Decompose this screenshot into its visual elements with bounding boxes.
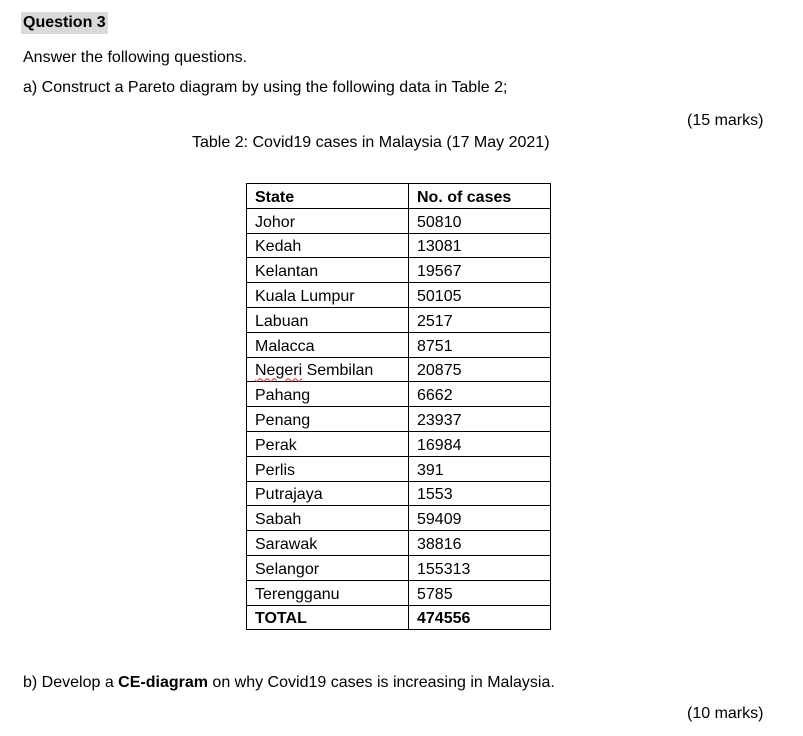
table-row <box>247 407 551 432</box>
state-name: Kelantan <box>255 263 319 281</box>
state-name: Selangor <box>255 560 320 578</box>
header-state: State <box>247 184 409 209</box>
table-row <box>247 555 551 580</box>
part-b-bold-term: CE-diagram <box>118 674 208 691</box>
state-name: Kedah <box>255 238 302 256</box>
state-name: Penang <box>255 411 311 429</box>
table-row <box>247 506 551 531</box>
state-name: Perlis <box>255 461 296 479</box>
total-cases: 474556 <box>409 605 551 630</box>
part-b-suffix: on why Covid19 cases is increasing in Malaysia. <box>207 674 555 691</box>
spellcheck-underline: Negeri <box>255 362 303 380</box>
state-name: Putrajaya <box>255 486 323 504</box>
cell-state <box>247 481 409 506</box>
table-total-row <box>247 605 551 630</box>
table-row <box>247 431 551 456</box>
table-row <box>247 382 551 407</box>
cell-cases: 50105 <box>409 283 551 308</box>
state-name: Pahang <box>255 387 311 405</box>
cell-state <box>247 456 409 481</box>
cell-cases: 8751 <box>409 332 551 357</box>
cell-state <box>247 233 409 258</box>
cell-cases: 50810 <box>409 208 551 233</box>
cell-state <box>247 283 409 308</box>
state-name: Terengganu <box>255 585 340 603</box>
state-name: Kuala Lumpur <box>255 287 355 305</box>
cell-state <box>247 258 409 283</box>
state-name: Perak <box>255 436 297 454</box>
cell-state <box>247 431 409 456</box>
question-heading: Question 3 <box>21 12 108 34</box>
table-caption: Table 2: Covid19 cases in Malaysia (17 May 2021) <box>192 134 550 151</box>
cell-state <box>247 531 409 556</box>
part-b-prefix: b) Develop a <box>23 674 119 691</box>
table-row <box>247 481 551 506</box>
cell-cases: 16984 <box>409 431 551 456</box>
total-label: TOTAL <box>247 605 409 630</box>
cell-state <box>247 506 409 531</box>
table-body <box>247 208 551 630</box>
table-row <box>247 258 551 283</box>
cell-state <box>247 307 409 332</box>
cell-cases: 23937 <box>409 407 551 432</box>
table-row <box>247 233 551 258</box>
header-cases: No. of cases <box>409 184 551 209</box>
question-intro: Answer the following questions. <box>23 49 248 66</box>
cell-cases: 59409 <box>409 506 551 531</box>
cell-state <box>247 555 409 580</box>
state-name: Malacca <box>255 337 315 355</box>
cell-cases: 38816 <box>409 531 551 556</box>
cell-state <box>247 332 409 357</box>
cell-state <box>247 407 409 432</box>
covid-cases-table <box>246 183 551 630</box>
part-b-text <box>23 673 555 693</box>
cell-state <box>247 382 409 407</box>
part-a-marks: (15 marks) <box>687 112 764 129</box>
cell-cases: 5785 <box>409 580 551 605</box>
cell-state <box>247 208 409 233</box>
table-row <box>247 307 551 332</box>
cell-state <box>247 357 409 382</box>
cell-cases: 155313 <box>409 555 551 580</box>
part-b-marks: (10 marks) <box>687 705 764 722</box>
cell-cases: 6662 <box>409 382 551 407</box>
cell-cases: 13081 <box>409 233 551 258</box>
table-row <box>247 332 551 357</box>
table-row <box>247 357 551 382</box>
table-row <box>247 283 551 308</box>
table-row <box>247 456 551 481</box>
table-header-row <box>247 184 551 209</box>
cell-cases: 20875 <box>409 357 551 382</box>
state-name: Sarawak <box>255 535 318 553</box>
cell-cases: 2517 <box>409 307 551 332</box>
table-row <box>247 580 551 605</box>
cell-cases: 391 <box>409 456 551 481</box>
state-name: Negeri Sembilan <box>255 362 374 380</box>
cell-state <box>247 580 409 605</box>
table-row <box>247 531 551 556</box>
table-row <box>247 208 551 233</box>
state-name: Johor <box>255 213 296 231</box>
part-a-text: a) Construct a Pareto diagram by using the following data in Table 2; <box>23 79 508 96</box>
state-name: Sabah <box>255 511 302 529</box>
state-name: Labuan <box>255 312 309 330</box>
cell-cases: 19567 <box>409 258 551 283</box>
cell-cases: 1553 <box>409 481 551 506</box>
